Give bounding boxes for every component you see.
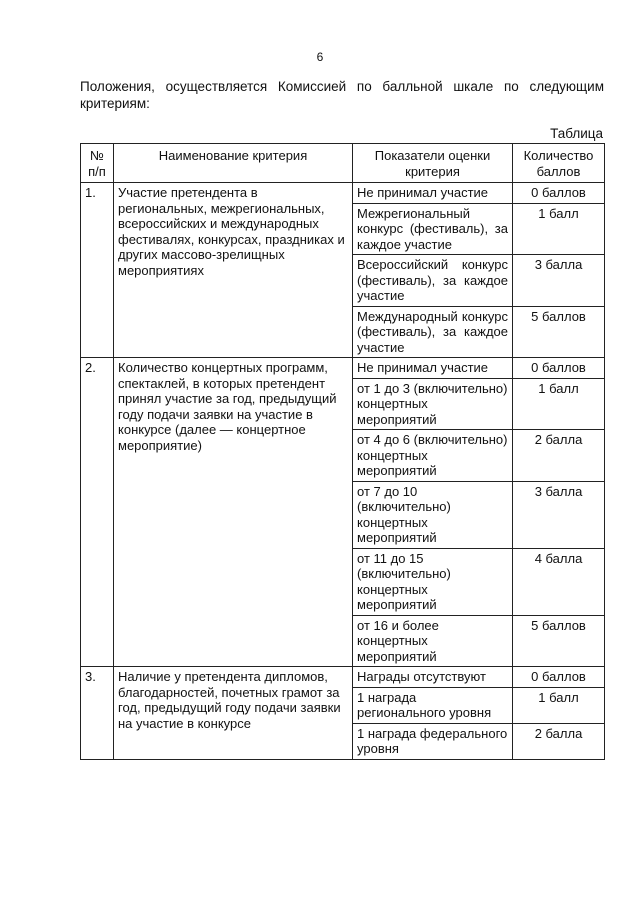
indicator-points: 3 балла bbox=[513, 255, 605, 307]
indicator-text: от 7 до 10 (включительно) концертных мероприятий bbox=[353, 481, 513, 548]
indicator-text: Не принимал участие bbox=[353, 183, 513, 204]
indicator-text: Не принимал участие bbox=[353, 358, 513, 379]
criterion-number: 3. bbox=[81, 667, 114, 760]
indicator-points: 0 баллов bbox=[513, 183, 605, 204]
criterion-number: 1. bbox=[81, 183, 114, 358]
indicator-points: 2 балла bbox=[513, 430, 605, 482]
indicator-text: 1 награда федерального уровня bbox=[353, 723, 513, 759]
indicator-points: 3 балла bbox=[513, 481, 605, 548]
criterion-name: Наличие у претендента дипломов, благодарностей, почетных грамот за год, предыдущий году подачи заявки на участие в конкурсе bbox=[114, 667, 353, 760]
indicator-text: Всероссийский конкурс (фестиваль), за каждое участие bbox=[353, 255, 513, 307]
criterion-name: Количество концертных программ, спектаклей, в которых претендент принял участие за год, предыдущий году подачи заявки на участие в конкурсе (далее — концертное мероприятие) bbox=[114, 358, 353, 667]
indicator-text: Награды отсутствуют bbox=[353, 667, 513, 688]
table-caption: Таблица bbox=[550, 126, 603, 141]
indicator-text: от 1 до 3 (включительно) концертных мероприятий bbox=[353, 378, 513, 430]
page-number: 6 bbox=[316, 50, 324, 64]
table-row bbox=[81, 183, 605, 204]
indicator-points: 1 балл bbox=[513, 687, 605, 723]
header-number: № п/п bbox=[81, 144, 114, 183]
indicator-text: от 16 и более концертных мероприятий bbox=[353, 615, 513, 667]
header-points: Количество баллов bbox=[513, 144, 605, 183]
intro-paragraph: Положения, осуществляется Комиссией по балльной шкале по следующим критериям: bbox=[80, 79, 604, 111]
indicator-text: от 4 до 6 (включительно) концертных мероприятий bbox=[353, 430, 513, 482]
criterion-number: 2. bbox=[81, 358, 114, 667]
criteria-table bbox=[80, 143, 605, 760]
table-header-row bbox=[81, 144, 605, 183]
header-criterion-name: Наименование критерия bbox=[114, 144, 353, 183]
indicator-points: 2 балла bbox=[513, 723, 605, 759]
indicator-text: Межрегиональный конкурс (фестиваль), за каждое участие bbox=[353, 203, 513, 255]
indicator-points: 1 балл bbox=[513, 378, 605, 430]
table-row bbox=[81, 667, 605, 688]
indicator-text: Международный конкурс (фестиваль), за каждое участие bbox=[353, 306, 513, 358]
criterion-name: Участие претендента в региональных, межрегиональных, всероссийских и международных фестивалях, конкурсах, праздниках и других массово-зрелищных мероприятиях bbox=[114, 183, 353, 358]
indicator-points: 1 балл bbox=[513, 203, 605, 255]
indicator-text: от 11 до 15 (включительно) концертных мероприятий bbox=[353, 548, 513, 615]
indicator-text: 1 награда регионального уровня bbox=[353, 687, 513, 723]
indicator-points: 0 баллов bbox=[513, 358, 605, 379]
header-indicators: Показатели оценки критерия bbox=[353, 144, 513, 183]
table-row bbox=[81, 358, 605, 379]
indicator-points: 5 баллов bbox=[513, 615, 605, 667]
indicator-points: 5 баллов bbox=[513, 306, 605, 358]
indicator-points: 0 баллов bbox=[513, 667, 605, 688]
indicator-points: 4 балла bbox=[513, 548, 605, 615]
